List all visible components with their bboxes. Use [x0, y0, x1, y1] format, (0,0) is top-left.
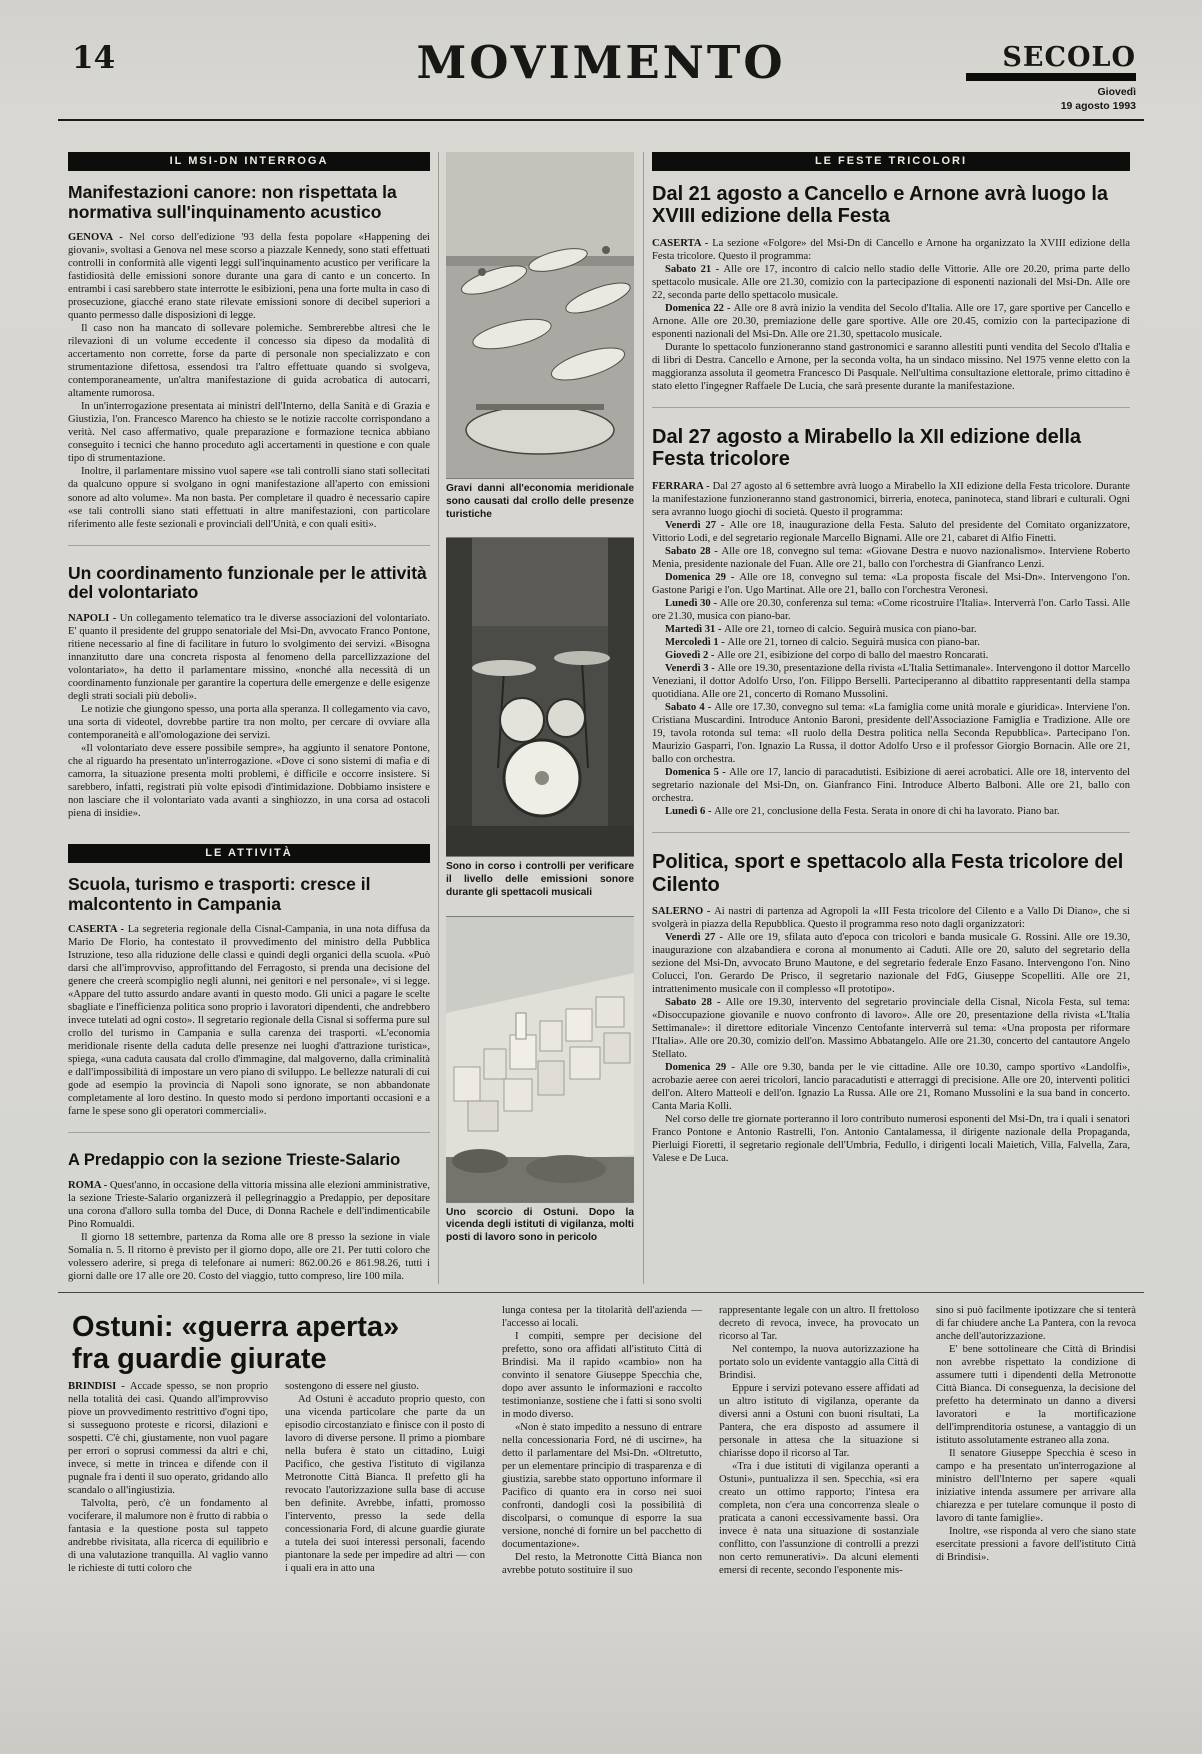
brand-logo: SECOLO	[1002, 42, 1136, 73]
photo-ostuni-town	[446, 917, 634, 1202]
paragraph: Venerdì 27 - Alle ore 18, inaugurazione della Festa. Saluto del presidente del Comitato organizzatore, Vittorio Lodi, e del segretario regionale Marcello Bignami. Alle ore 21, cabaret di Alfio Finetti.	[652, 519, 1130, 544]
section-bar-le-attivita: LE ATTIVITÀ	[68, 844, 430, 863]
figure-ostuni	[446, 917, 634, 1245]
paragraph: lunga contesa per la titolarità dell'azienda — l'accesso ai locali.	[502, 1305, 702, 1330]
paragraph: Le notizie che giungono spesso, una porta alla speranza. Il collegamento via cavo, una sorta di videotel, dovrebbe partire tra non molto, per cercare di ovviare alla contemporaneità e all'omologazione dei servizi.	[68, 703, 430, 741]
bottom-section-rule	[58, 1292, 1144, 1293]
photo-boats-image	[446, 152, 634, 478]
paragraph: Domenica 29 - Alle ore 18, convegno sul tema: «La proposta fiscale del Msi-Dn». Intervengono l'on. Gastone Parigi e l'on. Ugo Martinat. Alle ore 21, ballo con l'orchestra Veronesi.	[652, 571, 1130, 596]
figure-drums	[446, 538, 634, 899]
paragraph: Venerdì 3 - Alle ore 19.30, presentazione della rivista «L'Italia Settimanale». Intervengono il dottor Marcello Veneziani, il dottor Adolfo Urso, l'on. Filippo Berselli. Parteciperanno al dibattito rappresentanti della stampa quotidiana. Alle ore 21, concerto di Romano Mussolini.	[652, 662, 1130, 700]
paragraph: ROMA - Quest'anno, in occasione della vittoria missina alle elezioni amministrative, la sezione Trieste-Salario organizzerà il pellegrinaggio a Predappio, per depositare una corona d'alloro sulla tomba del Duce, di Donna Rachele e dell'indimenticabile Pino Romualdi.	[68, 1179, 430, 1230]
paragraph: Ad Ostuni è accaduto proprio questo, con una vicenda particolare che parte da un episodio circostanziato e finisce con il posto di lavoro di diverse persone. Il primo a piombare nella bufera è stato un cittadino, Luigi Pacifico, che gestiva l'istituto di vigilanza Metronotte Città Bianca. Il prefetto gli ha revocato l'autorizzazione sulla base di accuse ben definite. Avrebbe, infatti, promosso l'intervento, presso la sede della concessionaria Ford, di alcune guardie giurate a tutela dei suoi interessi personali, facendo piantonare la sede per impedire ad altri — con i quali era in atto una	[285, 1394, 485, 1575]
paragraph: Nel contempo, la nuova autorizzazione ha portato solo un evidente vantaggio alla Città di Brindisi.	[719, 1344, 919, 1382]
paragraph: Talvolta, però, c'è un fondamento al vociferare, il malumore non è frutto di rabbia o fantasia e la questione posta sul tappeto andrebbe rivisitata, alla ricerca di equilibrio e di una valutazione tranquilla. Al vaglio vanno le richieste di tutti coloro che	[68, 1498, 268, 1575]
paragraph: sino si può facilmente ipotizzare che si tenterà di far chiudere anche La Pantera, con la revoca anche dell'autorizzazione.	[936, 1305, 1136, 1343]
paragraph: CASERTA - La sezione «Folgore» del Msi-Dn di Cancello e Arnone ha organizzato la XVIII edizione della Festa tricolore. Questo il programma:	[652, 237, 1130, 262]
article-headline: A Predappio con la sezione Trieste-Salario	[68, 1151, 401, 1170]
paragraph: Giovedì 2 - Alle ore 21, esibizione del corpo di ballo del maestro Roncarati.	[665, 649, 989, 661]
ostuni-headline-line1: Ostuni: «guerra aperta»	[72, 1311, 400, 1343]
paragraph: «Tra i due istituti di vigilanza operanti a Ostuni», puntualizza il sen. Specchia, «si era creato un ottimo rapporto; l'intesa era completa, non c'era una concorrenza sleale o praticata a canoni eccessivamente bassi. Ora invece è nata una situazione di sostanziale conflitto, con l'assunzione di controlli a prezzi non certo remunerativi». Da alcuni elementi emersi di recente, secondo l'esponente mis-	[719, 1461, 919, 1577]
paragraph: Inoltre, il parlamentare missino vuol sapere «se tali controlli siano stati sollecitati da qualcuno oppure si svolgano in ogni manifestazione all'aperto con emissioni sonore ad alto volume». Ma non basta. Per completare il quadro è necessario capire «se tali controlli siano stati effettuati in altre manifestazioni, con particolare riferimento alle feste sezionali e provinciali dell'Unità, e con quali esiti».	[68, 466, 430, 530]
issue-weekday: Giovedì	[1097, 86, 1136, 98]
photo-ostuni-image	[446, 917, 634, 1202]
paragraph: Lunedì 6 - Alle ore 21, conclusione della Festa. Serata in onore di chi ha lavorato. Piano bar.	[665, 806, 1060, 818]
paragraph: Il caso non ha mancato di sollevare polemiche. Sembrerebbe altresì che le rilevazioni di un volume eccedente il concesso sia dipeso da modalità di accertamento non corrette, forse da parte di personale non specializzato e con strumentazione difettosa, essendosi tra l'altro effettuate quando si svolgeva, contemporaneamente, un'altra manifestazione di guida acrobatica di autocarri, altamente rumorosa.	[68, 323, 430, 400]
ostuni-column-5	[936, 1304, 1136, 1744]
issue-date-text: 19 agosto 1993	[1060, 99, 1136, 112]
ostuni-column-4	[719, 1304, 919, 1744]
masthead-rule	[58, 119, 1144, 121]
article-body	[68, 923, 430, 1118]
ostuni-column-3	[502, 1304, 702, 1744]
paragraph: sostengono di essere nel giusto.	[285, 1381, 419, 1392]
paragraph: Il senatore Giuseppe Specchia è sceso in campo e ha presentato un'interrogazione al ministro dell'Interno per sapere «quali iniziative intenda assumere per arrivare alla chiarezza e per tutelare comunque il posto di lavoro di tante famiglie».	[936, 1448, 1136, 1525]
paragraph: «Il volontariato deve essere possibile sempre», ha aggiunto il senatore Pontone, che al riguardo ha presentato un'interrogazione. «Dove ci sono sistemi di mafia e di camorra, la situazione presenta molti problemi, è difficile e occorre insistere. Si sarebbero, infatti, registrati più volte episodi d'intimidazione. Dobbiamo insistere e non lasciare che il volontariato vada avanti a singhiozzo, in una corsa ad ostacoli piena di insidie».	[68, 742, 430, 819]
article-scuola-turismo-trasporti	[68, 875, 430, 1118]
paragraph: Domenica 29 - Alle ore 9.30, banda per le vie cittadine. Alle ore 10.30, campo sportivo «Landolfi», acrobazie aeree con aerei tricolori, lancio paracadutisti e atterraggi di precisione. Alle ore 20, interventi politici dell'on. Altero Matteoli e dell'on. Ignazio La Russa. Alle ore 21, Romano Mussolini e la sua band in concerto. Canta Maria Kolli.	[652, 1062, 1130, 1113]
section-bar-le-feste-tricolori: LE FESTE TRICOLORI	[652, 152, 1130, 171]
page-number: 14	[72, 40, 116, 76]
article-festa-cancello-arnone	[652, 183, 1130, 393]
article-festa-mirabello	[652, 407, 1130, 818]
article-body	[652, 905, 1130, 1165]
figure-boats	[446, 152, 634, 521]
paragraph: Domenica 22 - Alle ore 8 avrà inizio la vendita del Secolo d'Italia. Alle ore 17, gare sportive per Cancello e Arnone. Alle ore 20.30, premiazione delle gare sportive. Alle ore 20.45, comizio con la partecipazione di esponenti nazionali del Msi-Dn. Alle ore 21.30, spettacolo musicale.	[652, 302, 1130, 340]
paragraph: Sabato 28 - Alle ore 18, convegno sul tema: «Giovane Destra e nuovo nazionalismo». Interviene Roberto Menia, presidente nazionale del Fuan. Alle ore 21, ballo con l'orchestra di Gianfranco Lenzi.	[652, 545, 1130, 570]
issue-date	[966, 86, 1136, 113]
photo-drums	[446, 538, 634, 856]
bottom-article-ostuni	[68, 1304, 1136, 1744]
ostuni-headline	[72, 1312, 508, 1376]
paragraph: Eppure i servizi potevano essere affidati ad un altro istituto di vigilanza, operante da diversi anni a Ostuni con buoni risultati, La Pantera, che era disposto ad assumere il personale in attesa che la situazione si chiarisse dopo il ricorso al Tar.	[719, 1383, 919, 1460]
photo-caption-drums: Sono in corso i controlli per verificare il livello delle emissioni sonore durante gli spettacoli musicali	[446, 861, 634, 898]
article-body	[652, 480, 1130, 818]
section-title: MOVIMENTO	[416, 36, 786, 89]
paragraph: Il giorno 18 settembre, partenza da Roma alle ore 8 presso la sezione in viale Somalia n. 5. Il ritorno è previsto per il giorno dopo, alle ore 21. Per tutti coloro che volessero aderire, si prega di telefonare ai numeri: 862.00.26 e 861.98.26, tutti i giorni dalle ore 17 alle ore 20. Costo del viaggio, tutto compreso, lire 100 mila.	[68, 1231, 430, 1282]
article-headline: Dal 21 agosto a Cancello e Arnone avrà luogo la XVIII edizione della Festa	[652, 183, 1109, 228]
paragraph: Mercoledì 1 - Alle ore 21, torneo di calcio. Seguirà musica con piano-bar.	[665, 636, 980, 648]
paragraph: FERRARA - Dal 27 agosto al 6 settembre avrà luogo a Mirabello la XII edizione della Festa tricolore. Durante la manifestazione funzioneranno stand gastronomici, birreria, enoteca, paninoteca, stand librari e culturali. Ogni sera avranno luogo giochi di società. Questo il programma:	[652, 480, 1130, 518]
paragraph: Durante lo spettacolo funzioneranno stand gastronomici e saranno allestiti punti vendita del Secolo d'Italia e di libri di Destra. Cancello e Arnone, per la seconda volta, ha un sindaco missino. Nel 1975 venne eletto con la maggioranza assoluta il geometra Francesco Di Pasquale. Nell'ultima consultazione elettorale, primo cittadino è stato eletto l'ingegner Raffaele De Lucia, che sarà presente durante la manifestazione.	[652, 341, 1130, 392]
article-body	[68, 231, 430, 530]
column-divider-left	[438, 152, 439, 1284]
article-headline: Scuola, turismo e trasporti: cresce il malcontento in Campania	[68, 873, 371, 914]
paragraph: GENOVA - Nel corso dell'edizione '93 della festa popolare «Happening dei giovani», svoltasi a Genova nel mese scorso a piazzale Kennedy, sono stati effettuati controlli in conformità alle vigenti leggi sull'inquinamento acustico per verificare la fastidiosità delle emissioni sonore durante una gara di canto e un concerto. In entrambi i casi sarebbero state interrotte le esibizioni, pena una forte multa in caso di prosecuzione, giacché erano state rilevate emissioni sonore di decibel superiori a quanto permesso dalle disposizioni di legge.	[68, 232, 430, 322]
paragraph: BRINDISI - Accade spesso, se non proprio nella totalità dei casi. Quando all'improvviso piove un provvedimento restrittivo d'ogni tipo, si susseguono proteste e ricorsi, dilazioni e sospetti. C'è chi, giustamente, non vuol pagare per errori o soprusi commessi da altri e chi, invece, si mette in trincea e difende con il pugnale fra i denti il suo operato, gridando allo scandalo o all'ingiustizia.	[68, 1381, 268, 1497]
brand-underline-bar	[966, 73, 1136, 81]
photo-boats	[446, 152, 634, 478]
paragraph: Inoltre, «se risponda al vero che siano state esercitate pressioni a favore dell'istituto Città di Brindisi».	[936, 1526, 1136, 1564]
paragraph: Sabato 21 - Alle ore 17, incontro di calcio nello stadio delle Vittorie. Alle ore 20.20, prima parte dello spettacolo musicale. Alle ore 21.30, comizio con la partecipazione di esponenti nazionali del Msi-Dn. Alle ore 22, seconda parte dello spettacolo musicale.	[652, 263, 1130, 301]
section-bar-msi-dn-interroga: IL MSI-DN INTERROGA	[68, 152, 430, 171]
paragraph: Sabato 4 - Alle ore 17.30, convegno sul tema: «La famiglia come unità morale e giuridica». Interviene l'on. Cristiana Muscardini. Introduce Antonio Baroni, presidente dell'Associazione Famiglia e Tradizione. Alle ore 19, tavola rotonda sul tema: «Il ruolo della Destra politica nella Seconda Repubblica». Partecipano l'on. Maurizio Gasparri, l'on. Ignazio La Russa, il dottor Adolfo Urso e il professor Giorgio Bornacin. Alle ore 21, ballo con orchestra.	[652, 702, 1130, 766]
masthead-brand	[966, 44, 1136, 113]
article-headline: Manifestazioni canore: non rispettata la normativa sull'inquinamento acustico	[68, 182, 397, 222]
article-body	[68, 1179, 430, 1283]
photo-caption-boats: Gravi danni all'economia meridionale sono causati dal crollo delle presenze turistiche	[446, 483, 634, 520]
paragraph: SALERNO - Ai nastri di partenza ad Agropoli la «III Festa tricolore del Cilento e a Vallo Di Diano», che si svolgerà in piazza della Repubblica. Questo il programma reso noto dagli organizzatori:	[652, 905, 1130, 930]
column-divider-right	[643, 152, 644, 1284]
ostuni-headline-line2: fra guardie giurate	[72, 1342, 327, 1375]
paragraph: «Non è stato impedito a nessuno di entrare nella concessionaria Ford, né di uscirne», ha detto il parlamentare del Msi-Dn. «Oltretutto, per un elementare principio di trasparenza e di giustizia, sarebbe stato opportuno informare il Pacifico di quanto era in corso nei suoi confronti, dandogli così la possibilità di discolparsi, o comunque di esporre la sua versione, nonché di fornire un bel pacchetto di documentazione».	[502, 1422, 702, 1551]
paragraph: Sabato 28 - Alle ore 19.30, intervento del segretario provinciale della Cisnal, Nicola Festa, sul tema: «Disoccupazione giovanile e nuovo confronto di lavoro». Alle ore 20, presentazione della rivista «L'Italia Settimanale»: il direttore editoriale Vincenzo Centofante interverrà sul tema: «Una proposta per riformare l'Italia». Alle ore 20.30, comizio dell'on. Massimo Abbatangelo. Alle ore 21.30, concerto del cantautore Angelo Stellato.	[652, 997, 1130, 1061]
photo-drums-image	[446, 538, 634, 856]
right-column	[652, 152, 1130, 1284]
paragraph: Del resto, la Metronotte Città Bianca non avrebbe potuto sostituire il suo	[502, 1552, 702, 1577]
paragraph: Nel corso delle tre giornate porteranno il loro contributo numerosi esponenti del Msi-Dn, tra i quali i senatori Franco Pontone e Antonio Rastrelli, l'on. Antonio Cantalamessa, il dirigente nazionale della Propaganda, Pierluigi Fioretti, il segretario regionale dell'Umbria, Fedullo, i dirigenti locali Maietich, Villa, Falvella, Zara, Valese e De Luca.	[652, 1114, 1130, 1165]
paragraph: E' bene sottolineare che Città di Brindisi non avrebbe rispettato la condizione di assumere tutti i dipendenti della Metronotte Città Bianca. Di conseguenza, la decisione del prefetto ha determinato un danno a diversi lavoratori e la mortificazione dell'imprenditoria ostunese, a vantaggio di un istituto assolutamente estraneo alla zona.	[936, 1344, 1136, 1447]
photo-caption-ostuni: Uno scorcio di Ostuni. Dopo la vicenda degli istituti di vigilanza, molti posti di lavoro sono in pericolo	[446, 1206, 634, 1243]
paragraph: Lunedì 30 - Alle ore 20.30, conferenza sul tema: «Come ricostruire l'Italia». Interverrà l'on. Carlo Tassi. Alle ore 21.30, musica con piano-bar.	[652, 597, 1130, 622]
photo-column	[446, 152, 634, 1284]
paragraph: NAPOLI - Un collegamento telematico tra le diverse associazioni del volontariato. E' quanto il presidente del gruppo senatoriale del Msi-Dn, avvocato Franco Pontone, ritiene necessario al fine di facilitare in futuro lo svolgimento dei servizi. «Bisogna innanzitutto dare una concreta risposta al fenomeno della parcellizzazione del volontariato», ha detto il parlamentare missino, «nonché alla necessità di un coordinamento funzionale per garantire la copertura delle emergenze e delle esigenze degli strati sociali più deboli».	[68, 612, 430, 702]
paragraph: In un'interrogazione presentata ai ministri dell'Interno, della Sanità e di Grazia e Giustizia, l'on. Francesco Marenco ha chiesto se le notizie raccolte corrispondano a verità. Nel caso affermativo, quale preparazione e formazione tecnica abbiano conseguito i tecnici che hanno proceduto agli accertamenti in questione e con quale tipo di strumentazione.	[68, 401, 430, 465]
paragraph: rappresentante legale con un altro. Il frettoloso decreto di revoca, invece, ha provocato un ricorso al Tar.	[719, 1305, 919, 1343]
paragraph: CASERTA - La segreteria regionale della Cisnal-Campania, in una nota diffusa da Mario De Florio, ha contestato il provvedimento del ministro della Pubblica Istruzione, teso alla riduzione delle classi e quindi degli organici della scuola. «Può darsi che all'improvviso, approfittando del Ferragosto, si prenda una decisione del genere che creerà scompiglio negli alunni, nei genitori e nel personale», vi si legge. «Appare del tutto assurdo andare avanti in questo modo. Gli unici a pagare le scelte sbagliate e l'inefficienza politica sono proprio i lavoratori dipendenti, che andrebbero invece tutelati ad ogni costo». Il segretario regionale della Cisnal si sofferma pure sul crollo del turismo in Campania e sulla carenza dei trasporti. «L'economia meridionale risente della caduta delle presenze nei luoghi d'attrazione turistica», spiega, «una caduta causata dal crollo d'immagine, dal malgoverno, dalla criminalità e dall'impossibilità di impostare un vero piano di sviluppo. Le bellezze naturali di cui gode ad esempio la provincia di Napoli sono ignorate, se non abbandonate completamente al loro destino. In questo modo si perdono importanti occasioni e a farne le spese sono gli operatori commerciali».	[68, 924, 430, 1118]
paragraph: Martedì 31 - Alle ore 21, torneo di calcio. Seguirà musica con piano-bar.	[665, 623, 977, 635]
article-headline: Politica, sport e spettacolo alla Festa tricolore del Cilento	[652, 851, 1124, 896]
article-headline: Un coordinamento funzionale per le attività del volontariato	[68, 562, 427, 603]
paragraph: Venerdì 27 - Alle ore 19, sfilata auto d'epoca con tricolori e banda musicale G. Rossini. Alle ore 19.30, inaugurazione con alzabandiera e corona al monumento ai Caduti. Alle ore 20, saluto del segretario della sezione del Msi-Dn, avvocato Bruno Mautone, e del segretario federale Enzo Fasano. Intervengono l'on. Nino Colucci, l'on. Gerardo De Prisco, il segretario nazionale del FdG, Giuseppe Scopelliti. Alle ore 21, intrattenimento musicale con il complesso «Il prototipo».	[652, 931, 1130, 996]
article-inquinamento-acustico	[68, 183, 430, 531]
article-volontariato	[68, 545, 430, 820]
article-predappio	[68, 1132, 430, 1283]
paragraph: Domenica 5 - Alle ore 17, lancio di paracadutisti. Esibizione di aerei acrobatici. Alle ore 18, intervento del segretario nazionale del Msi-Dn, on. Gianfranco Fini. Introduce Alberto Balboni. Alle ore 21, ballo con orchestra.	[652, 767, 1130, 805]
left-column	[68, 152, 430, 1284]
article-body	[652, 237, 1130, 393]
article-festa-cilento	[652, 832, 1130, 1165]
article-headline: Dal 27 agosto a Mirabello la XII edizione della Festa tricolore	[652, 425, 1082, 471]
paragraph: I compiti, sempre per decisione del prefetto, sono ora affidati all'istituto Città di Brindisi. Ma il rapido «cambio» non ha convinto il senatore Giuseppe Specchia che, dopo aver assunto le informazioni e raccolto testimonianze, sostiene che i fatti si sono svolti in modo diverso.	[502, 1331, 702, 1421]
article-body	[68, 612, 430, 820]
